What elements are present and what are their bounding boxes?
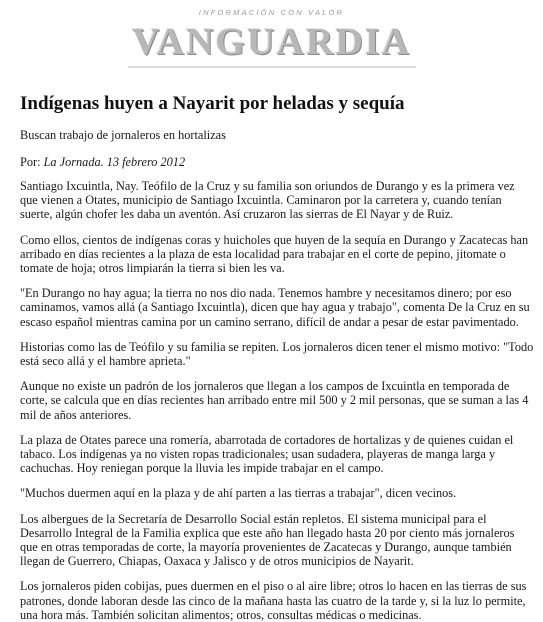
article-paragraph: La plaza de Otates parece una romería, abarrotada de cortadores de hortalizas y de quienes cuidan el tabaco. Los indígenas ya no visten ropas tradicionales; usan sudadera, playeras de manga larga y cachuchas. Hoy reniegan porque la lluvia les impide trabajar en el campo. — [20, 432, 514, 476]
article-paragraph: Aunque no existe un padrón de los jornaleros que llegan a los campos de Ixcuintla en temporada de corte, se calcula que en días recientes han arribado entre mil 500 y 2 mil personas, que se suman a las 4 mil de años anteriores. — [20, 379, 529, 422]
masthead — [0, 0, 543, 86]
logo-divider — [128, 66, 416, 68]
byline-prefix: Por: — [20, 155, 41, 169]
newspaper-logo: VANGUARDIA — [132, 21, 411, 63]
article — [0, 88, 543, 622]
article-subhead: Buscan trabajo de jornaleros en hortalizas — [20, 128, 226, 142]
article-paragraph: Historias como las de Teófilo y su familia se repiten. Los jornaleros dicen tener el mismo motivo: "Todo está seco allá y el hambre aprieta." — [20, 339, 534, 369]
article-byline — [0, 155, 543, 170]
article-paragraph: "Muchos duermen aquí en la plaza y de ahí parten a las tierras a trabajar", dicen vecinos. — [20, 486, 457, 501]
article-paragraph: Los jornaleros piden cobijas, pues duermen en el piso o al aire libre; otros lo hacen en las tierras de sus patrones, donde laboran desde las cinco de la mañana hasta las cuatro de la tarde y, si la luz lo permite, una hora más. También solicitan alimentos; otros, consultas médicas o medicinas. — [20, 579, 527, 622]
article-paragraph: Los albergues de la Secretaría de Desarrollo Social están repletos. El sistema municipal para el Desarrollo Integral de la Familia explica que este año han llegado hasta 20 por ciento más jornaleros que en otras temporadas de corte, la mayoría provenientes de Zacatecas y Durango, aunque también llegan de Guerrero, Chiapas, Oaxaca y Jalisco y de otros municipios de Nayarit. — [20, 511, 515, 569]
article-headline: Indígenas huyen a Nayarit por heladas y sequía — [20, 93, 405, 114]
byline-source: La Jornada. 13 febrero 2012 — [43, 155, 186, 169]
article-paragraph: "En Durango no hay agua; la tierra no nos dio nada. Tenemos hambre y necesitamos dinero; por eso caminamos, vamos allá (a Santiago Ixcuintla), dicen que hay agua y trabajo", comenta De la Cruz en su escaso español mientras camina por un camino serrano, difícil de andar a pesar de estar pavimentado. — [20, 286, 530, 329]
article-paragraph: Santiago Ixcuintla, Nay. Teófilo de la Cruz y su familia son oriundos de Durango y es la primera vez que vienen a Otates, municipio de Santiago Ixcuintla. Caminaron por la carretera y, cuando tenían suerte, algún chofer les daba un aventón. Así cruzaron las sierras de El Nayar y de Ruiz. — [20, 179, 515, 222]
article-paragraph: Como ellos, cientos de indígenas coras y huicholes que huyen de la sequía en Durango y Zacatecas han arribado en días recientes a la plaza de esta localidad para trabajar en el corte de pepino, jitomate o tomate de hoja; otros limpiarán la tierra si bien les va. — [20, 232, 529, 276]
masthead-tagline: INFORMACIÓN CON VALOR — [198, 8, 345, 17]
